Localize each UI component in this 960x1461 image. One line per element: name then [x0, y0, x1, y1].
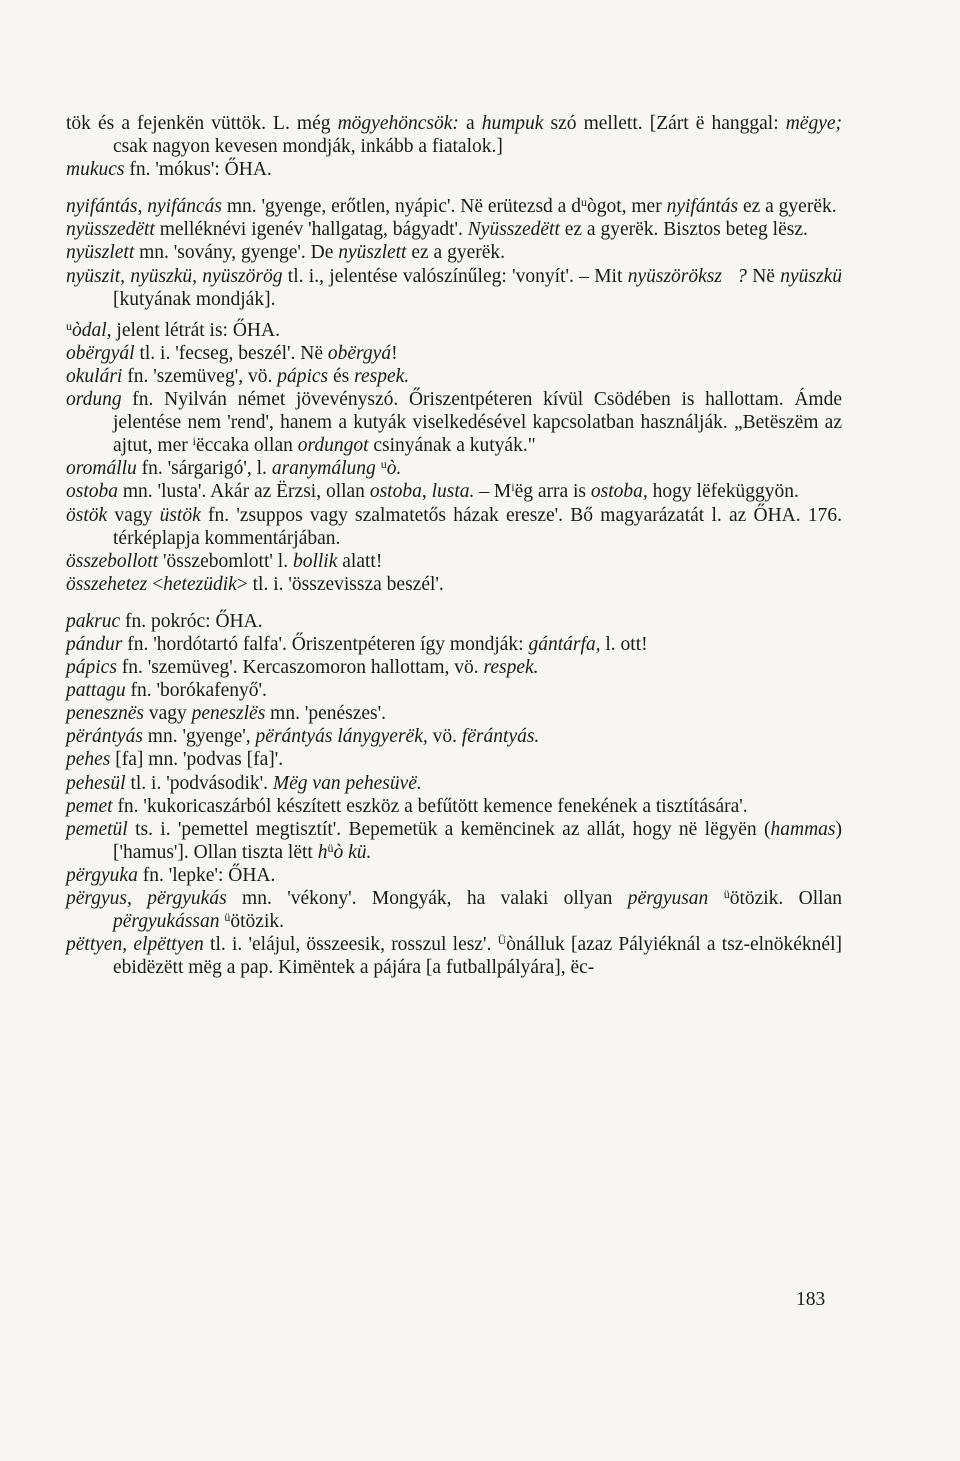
entry-text: ötözik. Ollan: [729, 888, 842, 909]
headword-italic-text: pemetül: [66, 818, 128, 840]
entry-text: melléknévi igenév 'hallgatag, bágyadt'.: [154, 219, 468, 241]
dictionary-entry: [66, 725, 842, 748]
entry-text: szó mellett. [Zárt ë hanggal:: [543, 113, 786, 134]
entry-text: tl. i., jelentése valószínűleg: 'vonyít'. – Mit: [282, 265, 628, 287]
entry-text: fn. 'szemüveg', vö.: [122, 365, 278, 387]
headword-italic-text: fërántyás.: [461, 726, 540, 748]
entry-text: fn. 'szemüveg'. Kercaszomoron hallottam, vö.: [116, 657, 484, 679]
dictionary-entry: [66, 748, 842, 771]
entry-text: alatt!: [337, 550, 383, 572]
dictionary-entry: [66, 342, 842, 365]
entry-text: ) ['hamus']. Ollan tiszta lëtt: [113, 818, 842, 863]
headword-italic-text: obërgyá: [327, 342, 392, 364]
entry-text: !: [391, 342, 398, 364]
dictionary-entry: [66, 195, 842, 218]
headword-italic-text: nyifántás, nyifáncás: [66, 196, 222, 218]
headword-italic-text: h: [317, 841, 328, 863]
headword-italic-text: përántyás lánygyerëk,: [255, 726, 428, 748]
entry-text: fn. 'borókafenyő'.: [125, 680, 267, 702]
headword-italic-text: pemet: [66, 795, 113, 817]
dictionary-entry: [66, 265, 842, 311]
headword-italic-text: ordungot: [297, 435, 369, 457]
dictionary-entry: [66, 218, 842, 241]
entry-text: fn. 'sárgarigó', l.: [136, 458, 272, 480]
entry-text: l. ott!: [600, 633, 648, 655]
superscript-glyph: u: [66, 318, 72, 333]
headword-italic-text: okulári: [66, 365, 123, 387]
headword-italic-text: nyüszörökszِ?: [627, 265, 747, 287]
entry-text: 'összebomlott' l.: [158, 550, 293, 572]
entry-text: vagy: [107, 504, 160, 526]
headword-italic-text: östök: [66, 504, 108, 526]
superscript-glyph: ü: [224, 910, 231, 925]
entry-text: ötözik.: [230, 911, 285, 933]
dictionary-entry: [66, 795, 842, 818]
entry-text: csak nagyon kevesen mondják, inkább a fiatalok.]: [113, 136, 503, 158]
dictionary-entry: [66, 158, 842, 181]
headword-italic-text: nyüszkü: [780, 265, 843, 287]
headword-italic-text: pehes: [66, 749, 111, 771]
dictionary-entry: [66, 818, 842, 864]
entry-text: jelent létrát is: ŐHA.: [111, 319, 280, 341]
headword-italic-text: pehesül: [66, 772, 126, 794]
headword-italic-text: mëgye;: [785, 113, 843, 134]
superscript-glyph: u: [580, 195, 587, 210]
headword-italic-text: pápics: [66, 657, 117, 679]
superscript-glyph: ü: [723, 887, 730, 901]
page-number: 183: [796, 1289, 826, 1310]
dictionary-entry: [66, 656, 842, 679]
headword-italic-text: nyüszit, nyüszkü, nyüszörög: [66, 265, 283, 287]
entry-text: ts. i. 'pemettel megtisztít'. Bepemetük a kemëncinek az allát, hogy në lëgyën (: [127, 818, 771, 840]
entry-text: fn. 'kukoricaszárból készített eszköz a befűtött kemence fenekének a tisztítására'.: [112, 795, 748, 817]
entry-text: tl. i. 'fecseg, beszél'. Në: [134, 342, 328, 364]
headword-italic-text: hammas: [770, 818, 836, 840]
entry-text: – M: [474, 481, 512, 503]
headword-italic-text: penesznës: [66, 703, 144, 725]
entry-text: Në: [746, 265, 781, 287]
headword-italic-text: respek.: [354, 365, 410, 387]
superscript-glyph: Ü: [497, 933, 507, 948]
headword-italic-text: nyüszlett: [66, 242, 135, 264]
entry-text: ògot, mer: [586, 196, 667, 218]
superscript-glyph: i: [192, 434, 196, 449]
headword-italic-text: mögyehöncsök:: [337, 113, 459, 134]
dictionary-entry: [66, 550, 842, 573]
dictionary-entry: [66, 388, 842, 457]
headword-italic-text: peneszlës: [191, 703, 266, 725]
headword-italic-text: pándur: [66, 633, 123, 655]
headword-italic-text: nyüszlett: [338, 242, 407, 264]
entry-text: ëccaka ollan: [195, 435, 298, 457]
dictionary-entry: [66, 241, 842, 264]
dictionary-entry: [66, 887, 842, 933]
entry-text: fn. 'hordótartó falfa'. Őriszentpéteren így mondják:: [122, 633, 529, 655]
headword-italic-text: òdal,: [72, 319, 112, 341]
headword-italic-text: respek.: [483, 657, 539, 679]
entry-text: vö.: [427, 726, 462, 748]
entry-text: vagy: [143, 703, 192, 725]
dictionary-entry: [66, 573, 842, 596]
entry-text: mn. 'vékony'. Mongyák, ha valaki ollyan: [226, 888, 628, 909]
entry-text: ez a gyerëk.: [406, 242, 506, 264]
entry-text: fn. 'lepke': ŐHA.: [137, 864, 276, 886]
dictionary-entry: [66, 457, 842, 480]
entry-text: ëg arra is: [514, 481, 591, 503]
headword-italic-text: hetezüdik: [163, 573, 237, 595]
headword-italic-text: ostoba: [66, 481, 119, 503]
headword-italic-text: përgyuka: [66, 864, 138, 886]
headword-italic-text: përgyusan: [627, 888, 724, 909]
entry-text: tl. i. 'podvásodik'.: [125, 772, 273, 794]
headword-italic-text: ordung: [66, 389, 122, 411]
entry-text: tök és a fejenkën vüttök. L. még: [66, 113, 338, 134]
headword-italic-text: përgyukássan: [113, 911, 225, 933]
entry-list: [66, 112, 842, 979]
dictionary-entry: [66, 933, 842, 979]
headword-italic-text: pápics: [277, 365, 329, 387]
headword-italic-text: összebollott: [66, 550, 159, 572]
dictionary-entry: [66, 112, 842, 158]
headword-italic-text: ostoba, lusta.: [369, 481, 475, 503]
entry-text: és: [328, 365, 355, 387]
dictionary-entry: [66, 610, 842, 633]
superscript-glyph: u: [380, 457, 387, 472]
entry-text: mn. 'gyenge',: [142, 726, 256, 748]
entry-text: fn. pokróc: ŐHA.: [120, 610, 263, 632]
headword-italic-text: oromállu: [66, 458, 137, 480]
dictionary-entry: [66, 702, 842, 725]
dictionary-entry: [66, 772, 842, 795]
entry-text: csinyának a kutyák.": [368, 435, 536, 457]
entry-text: [kutyának mondják].: [113, 288, 276, 310]
superscript-glyph: i: [511, 480, 515, 495]
headword-italic-text: përántyás: [66, 726, 143, 748]
headword-italic-text: üstök: [159, 504, 201, 526]
headword-italic-text: Mëg van pehesüvë.: [272, 772, 422, 794]
entry-text: > tl. i. 'összevissza beszél'.: [236, 573, 444, 595]
entry-text: [fa] mn. 'podvas [fa]'.: [110, 749, 284, 771]
headword-italic-text: ò kü.: [333, 841, 372, 863]
headword-italic-text: aranymálung: [271, 458, 381, 480]
entry-text: a: [458, 113, 482, 134]
entry-text: mn. 'lusta'. Akár az Ërzsi, ollan: [118, 481, 370, 503]
dictionary-entry: [66, 504, 842, 550]
headword-italic-text: pëttyen, elpëttyen: [66, 934, 204, 956]
headword-italic-text: pakruc: [66, 610, 121, 632]
entry-text: fn. 'mókus': ŐHA.: [124, 159, 272, 181]
headword-italic-text: gántárfa,: [528, 633, 601, 655]
headword-italic-text: ò.: [386, 458, 402, 480]
headword-italic-text: bollik: [292, 550, 338, 572]
headword-italic-text: Nyüsszedëtt: [467, 219, 560, 241]
headword-italic-text: ostoba,: [590, 481, 648, 503]
headword-italic-text: humpuk: [481, 113, 544, 134]
entry-text: ez a gyerëk. Bisztos beteg lësz.: [559, 219, 808, 241]
dictionary-entry: [66, 319, 842, 342]
entry-text: <: [147, 573, 164, 595]
entry-text: ez a gyerëk.: [738, 196, 837, 218]
headword-italic-text: obërgyál: [66, 342, 135, 364]
entry-text: fn. 'zsuppos vagy szalmatetős házak eresze'. Bő magyarázatát l. az ŐHA. 176. térképlapja kommentárjában.: [113, 504, 843, 549]
headword-italic-text: nyüsszedëtt: [66, 219, 155, 241]
entry-text: fn. Nyilván német jövevényszó. Őriszentpéteren kívül Csödében is hallottam. Ámde jelentése nem 'rend', hanem a kutyák viselkedésével kapcsolatban használják. „Betëszëm az ajtut, mer: [113, 389, 842, 457]
dictionary-entry: [66, 480, 842, 503]
dictionary-entry: [66, 365, 842, 388]
headword-italic-text: nyifántás: [666, 196, 739, 218]
headword-italic-text: mukucs: [66, 159, 125, 181]
entry-text: ònálluk [azaz Pályiéknál a tsz-elnökéknél] ebidëzëtt mëg a pap. Kimëntek a pájára [a futballpályára], ëc-: [113, 934, 842, 979]
headword-italic-text: përgyus, përgyukás: [66, 888, 227, 909]
superscript-glyph: ü: [327, 840, 334, 855]
entry-text: mn. 'penészes'.: [265, 703, 387, 725]
entry-text: tl. i. 'elájul, összeesik, rosszul lesz'.: [203, 934, 498, 956]
entry-text: hogy lëfeküggyön.: [647, 481, 799, 503]
dictionary-entry: [66, 633, 842, 656]
dictionary-entry: [66, 864, 842, 887]
entry-text: mn. 'gyenge, erőtlen, nyápic'. Në erütezsd a d: [221, 196, 581, 218]
entry-text: mn. 'sovány, gyenge'. De: [134, 242, 339, 264]
headword-italic-text: összehetez: [66, 573, 148, 595]
dictionary-entry: [66, 679, 842, 702]
headword-italic-text: pattagu: [66, 680, 126, 702]
